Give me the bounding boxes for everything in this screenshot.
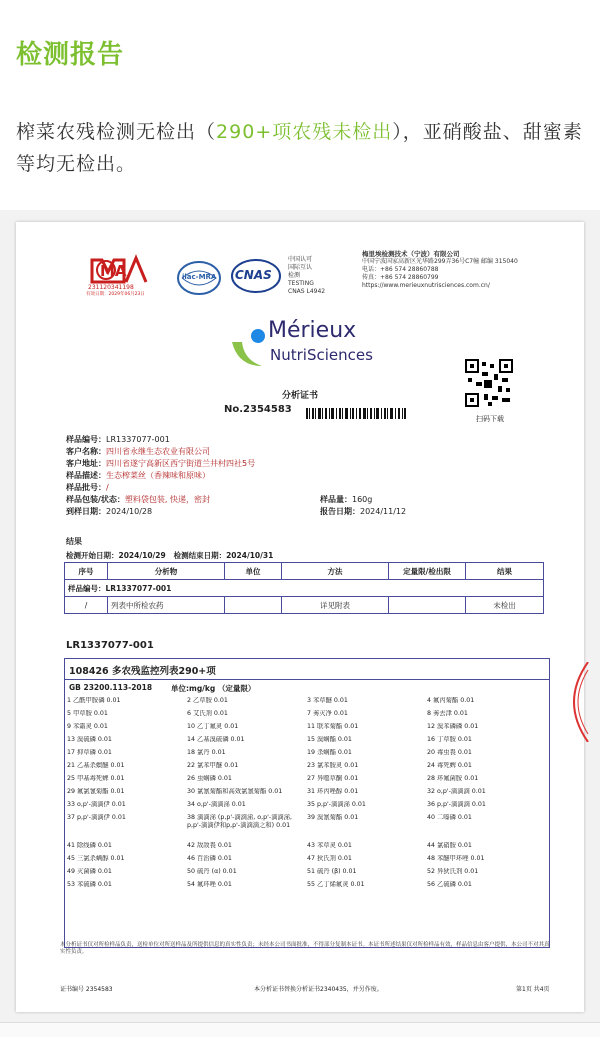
cnas-caption: 中国认可 国际互认 检测 TESTING CNAS L4942 — [288, 256, 326, 295]
pesticide-item: 49 灭菌磷 0.01 — [67, 868, 112, 875]
pesticide-item: 16 丁草胺 0.01 — [427, 736, 472, 743]
intro-highlight: 290+项农残未检出 — [216, 121, 393, 143]
cert-title: 分析证书 — [282, 391, 319, 401]
intro-text — [16, 116, 586, 180]
section-heading: 检测报告 — [16, 40, 125, 70]
pesticide-item: 41 除线磷 0.01 — [67, 842, 112, 849]
ilac-mra-logo — [176, 260, 222, 296]
pesticide-item: 6 艾氏剂 0.01 — [187, 710, 228, 717]
pesticide-item: 11 联苯菊酯 0.01 — [307, 723, 359, 730]
pesticide-item: 14 乙基溴硫磷 0.01 — [187, 736, 245, 743]
pesticide-item: 32 o,p'-滴滴滴 0.01 — [427, 788, 486, 795]
cma-date: 有效日期：2029年06月23日 — [86, 292, 145, 297]
ilac-text: ilac-MRA — [182, 273, 217, 281]
cert-number: No.2354583 — [224, 404, 292, 415]
test-dates: 检测开始日期：2024/10/29 检测结束日期：2024/10/31 — [66, 551, 274, 560]
pesticide-item: 27 异噁草酮 0.01 — [307, 775, 359, 782]
pesticide-item: 43 苯草灵 0.01 — [307, 842, 352, 849]
lab-address: 中国宁波国家高新区光华路299弄36号C7幢 邮编 315040 — [362, 258, 518, 265]
pesticide-item: 45 三氯杀螨醇 0.01 — [67, 855, 125, 862]
table-row: / 列表中所检农药 详见附表 未检出 — [65, 597, 544, 614]
pesticide-item: 50 硫丹 (α) 0.01 — [187, 868, 237, 875]
pesticide-item: 9 苯霜灵 0.01 — [67, 723, 108, 730]
result-table-sample-row: 样品编号：LR1337077-001 — [65, 580, 544, 597]
pesticide-item: 30 氯氰菊酯和高效氯氰菊酯 0.01 — [187, 788, 283, 795]
pesticide-item: 48 苯醚甲环唑 0.01 — [427, 855, 485, 862]
pesticide-item: 37 p,p'-滴滴伊 0.01 — [67, 814, 126, 821]
pesticide-item: 8 莠去津 0.01 — [427, 710, 468, 717]
qr-code[interactable] — [464, 358, 514, 408]
pesticide-item: 53 苯硫磷 0.01 — [67, 881, 112, 888]
lab-name: 梅里埃检测技术（宁波）有限公司 — [362, 250, 460, 258]
pesticide-item: 36 p,p'-滴滴滴 0.01 — [427, 801, 486, 808]
pesticide-item: 2 乙草胺 0.01 — [187, 697, 228, 704]
bottom-border — [0, 1022, 600, 1037]
pesticide-item: 12 溴苯磷磷 0.01 — [427, 723, 479, 730]
pesticide-item: 46 百治磷 0.01 — [187, 855, 232, 862]
pesticide-item: 42 敌敌畏 0.01 — [187, 842, 232, 849]
cma-code: 231120341198 — [88, 284, 134, 291]
pesticide-item: 44 氯硝胺 0.01 — [427, 842, 472, 849]
pesticide-item: 51 硫丹 (β) 0.01 — [307, 868, 357, 875]
pesticide-item: 3 苯草醚 0.01 — [307, 697, 348, 704]
pesticide-list — [64, 658, 550, 948]
intro-before: 榨菜农残检测无检出（ — [16, 121, 217, 143]
qr-label: 扫码下载 — [476, 415, 504, 423]
pesticide-item: 20 毒虫畏 0.01 — [427, 749, 472, 756]
red-stamp — [560, 662, 590, 742]
lab-tel: 电话：+86 574 28860788 — [362, 266, 439, 273]
result-table-header: 序号 分析物 单位 方法 定量限/检出限 结果 — [65, 563, 544, 580]
pesticide-item: 31 环丙唑醇 0.01 — [307, 788, 359, 795]
pesticide-item: 54 氟环唑 0.01 — [187, 881, 232, 888]
pesticide-item: 25 甲基毒死蜱 0.01 — [67, 775, 125, 782]
cma-logo — [86, 252, 152, 296]
pesticide-item: 38 滴滴涕 (p,p'-滴滴涕, o,p'-滴滴涕, p,p'-滴滴伊和p,p'-滴滴滴之和) 0.01 — [187, 814, 293, 829]
pesticide-item: 17 抑草磷 0.01 — [67, 749, 112, 756]
footnote: 本分析证书仅对所检样品负责，送检单位对所送样品及所提供信息的真实性负责；未经本公司书面批准，不得部分复制本证书。本证书所述结果仅对所检样品有效，样品信息由客户提供，本公司不对其真实性负责。 — [60, 942, 550, 955]
footer-replace-note: 本分析证书替换分析证书2340435，并另作废。 — [254, 986, 383, 993]
lab-info — [362, 250, 562, 290]
lr-title: LR1337077-001 — [66, 640, 154, 651]
pesticide-item: 7 莠灭净 0.01 — [307, 710, 348, 717]
pesticide-item: 47 狄氏剂 0.01 — [307, 855, 352, 862]
pesticide-item: 29 氟氯氰菊酯 0.01 — [67, 788, 125, 795]
lab-web: https://www.merieuxnutrisciences.com.cn/ — [362, 282, 490, 289]
pesticide-item: 40 二嗪磷 0.01 — [427, 814, 472, 821]
merieux-sub: NutriSciences — [270, 346, 373, 364]
cnas-logo — [230, 258, 282, 294]
pesticide-item: 22 氯苯甲醚 0.01 — [187, 762, 239, 769]
pesticide-item: 55 乙丁烯氟灵 0.01 — [307, 881, 365, 888]
pesticide-item: 26 虫螨磷 0.01 — [187, 775, 232, 782]
pesticide-item: 33 o,p'-滴滴伊 0.01 — [67, 801, 126, 808]
result-table — [64, 562, 544, 614]
merieux-logo — [228, 318, 388, 374]
lab-fax: 传真：+86 574 28860799 — [362, 274, 439, 281]
pesticide-item: 10 乙丁氟灵 0.01 — [187, 723, 239, 730]
footer-cert-no: 证书编号 2354583 — [60, 986, 113, 993]
pesticide-item: 52 异狄氏剂 0.01 — [427, 868, 479, 875]
pesticide-item: 28 环氟菌胺 0.01 — [427, 775, 479, 782]
pesticide-item: 13 溴硫磷 0.01 — [67, 736, 112, 743]
pesticide-item: 39 溴氰菊酯 0.01 — [307, 814, 359, 821]
pesticide-item: 18 氯丹 0.01 — [187, 749, 226, 756]
pesticide-item: 56 乙硫磷 0.01 — [427, 881, 472, 888]
pesticide-item: 35 p,p'-滴滴涕 0.01 — [307, 801, 366, 808]
pesticide-item: 1 乙酰甲胺磷 0.01 — [67, 697, 121, 704]
pesticide-item: 19 杀螨酯 0.01 — [307, 749, 352, 756]
pesticide-item: 24 毒死蜱 0.01 — [427, 762, 472, 769]
cnas-text-logo: CNAS — [235, 268, 272, 282]
pesticide-unit: 单位:mg/kg （定量限） — [171, 684, 256, 693]
pesticide-item: 4 氟丙菊酯 0.01 — [427, 697, 475, 704]
pesticide-standard: GB 23200.113-2018 — [69, 683, 153, 692]
pesticide-list-title: 108426 多农残监控列表290+项 — [69, 666, 216, 677]
intro-after: ），亚硝酸盐、甜蜜素等均无检出。 — [16, 121, 583, 175]
pesticide-item: 21 乙基杀螟醚 0.01 — [67, 762, 125, 769]
footer-page: 第1页 共4页 — [516, 986, 550, 993]
pesticide-item: 5 甲草胺 0.01 — [67, 710, 108, 717]
pesticide-item: 15 溴螨酯 0.01 — [307, 736, 352, 743]
report-paper[interactable]: 231120341198 有效日期：2029年06月23日 MA ilac-MRA CNAS 中国认可 国际互认 检测 TESTING CNAS L4942 梅里埃检测技术（宁波）有限公司 中国宁波国家高新区光华路299弄36号C7幢 邮编 315040 电话：+86 574 28860788 传真：+86 574 28860799 https://www.merieuxnutrisciences.com.cn/ Mérieux NutriSciences 扫码下载 分析证书 No.2354583 样品编号：LR1337077-001 客户名称：四川省永继生态农业有限公司 客户地址：四川省遂宁高新区西宁街道兰井村四社5号 样品描述：生态榨菜丝（香辣味和原味） 样品批号：/ 样品包装/状态：塑料袋包装, 快递，密封 样品量：160g 到样日期：2024/10/28 报告日期：2024/11/12 结果 检测开始日期：2024/10/29 检测结束日期：2024/10/31 序号 分析物 单位 方法 定量限/检出限 结果 样品编号：LR1337077-001 / 列表中所检农药 详见附表 未检出 LR1337077-001 108426 多农残监控列表290+项 GB 23200.113-2018 单位:mg/kg （定量限） 1 乙酰甲胺磷 0.01 2 乙草胺 0.01 3 苯草醚 0.01 4 氟丙菊酯 0.01 5 甲草胺 0.01 6 艾氏剂 0.01 7 莠灭净 0.01 8 莠去津 0.01 9 苯霜灵 0.01 10 乙丁氟灵 0.01 11 联苯菊酯 0.01 12 溴苯磷磷 0.01 13 溴硫磷 0.01 14 乙基溴硫磷 0.01 15 溴螨酯 0.01 16 丁草胺 0.01 17 抑草磷 0.01 18 氯丹 0.01 19 杀螨酯 0.01 20 毒虫畏 0.01 21 乙基杀螟醚 0.01 22 氯苯甲醚 0.01 23 氯苯胺灵 0.01 24 毒死蜱 0.01 25 甲基毒死蜱 0.01 26 虫螨磷 0.01 27 异噁草酮 0.01 28 环氟菌胺 0.01 29 氟氯氰菊酯 0.01 30 氯氰菊酯和高效氯氰菊酯 0.01 31 环丙唑醇 0.01 32 o,p'-滴滴滴 0.01 33 o,p'-滴滴伊 0.01 34 o,p'-滴滴涕 0.01 35 p,p'-滴滴涕 0.01 36 p,p'-滴滴滴 0.01 37 p,p'-滴滴伊 0.01 38 滴滴涕 (p,p'-滴滴涕, o,p'-滴滴涕, p,p'-滴滴伊和p,p'-滴滴滴之和) 0.01 39 溴氰菊酯 0.01 40 二嗪磷 0.01 41 除线磷 0.01 42 敌敌畏 0.01 43 苯草灵 0.01 44 氯硝胺 0.01 45 三氯杀螨醇 0.01 46 百治磷 0.01 47 狄氏剂 0.01 48 苯醚甲环唑 0.01 49 灭菌磷 0.01 50 硫丹 (α) 0.01 51 硫丹 (β) 0.01 52 异狄氏剂 0.01 53 苯硫磷 0.01 54 氟环唑 0.01 55 乙丁烯氟灵 0.01 56 乙硫磷 0.01 本分析证书仅对所检样品负责，送检单位对所送样品及所提供信息的真实性负责；未经本公司书面批准，不得部分复制本证书。本证书所述结果仅对所检样品有效，样品信息由客户提供，本公司不对其真实性负责。 证书编号 2354583 本分析证书替换分析证书2340435，并另作废。 第1页 共4页 — [16, 222, 584, 1012]
cma-letters: MA — [100, 262, 127, 280]
pesticide-item: 23 氯苯胺灵 0.01 — [307, 762, 359, 769]
barcode — [306, 404, 406, 415]
result-title: 结果 — [66, 537, 82, 546]
merieux-name: Mérieux — [268, 318, 357, 343]
pesticide-item: 34 o,p'-滴滴涕 0.01 — [187, 801, 246, 808]
